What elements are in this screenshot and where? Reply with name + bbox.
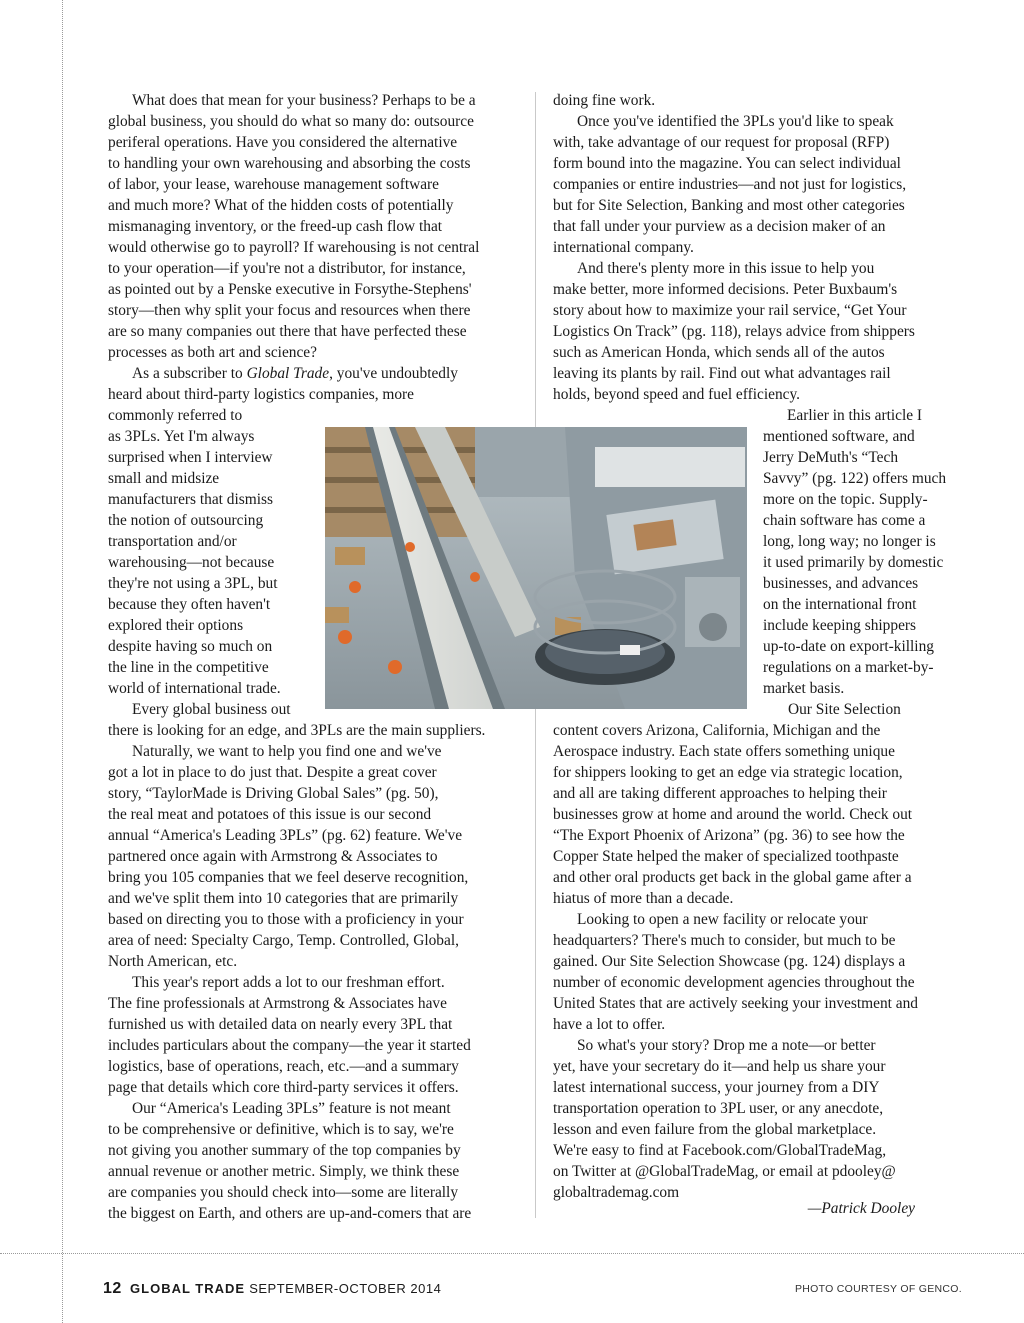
text-line: not giving you another summary of the top companies by: [108, 1142, 461, 1159]
text-line: North American, etc.: [108, 953, 238, 970]
text-line: Our Site Selection: [788, 701, 901, 718]
text-line: international company.: [553, 239, 694, 256]
text-line: story, “TaylorMade is Driving Global Sales” (pg. 50),: [108, 785, 439, 802]
conveyor-illustration: [325, 427, 747, 709]
text-line: yet, have your secretary do it—and help us share your: [553, 1058, 886, 1075]
left-column-wrap: [108, 405, 316, 699]
text-line: surprised when I interview: [108, 449, 273, 466]
text-line: long, long way; no longer is: [763, 533, 936, 550]
text-line: Every global business out: [132, 701, 291, 718]
text-line: area of need: Specialty Cargo, Temp. Controlled, Global,: [108, 932, 459, 949]
text-line: Copper State helped the maker of specialized toothpaste: [553, 848, 899, 865]
text-line: Our “America's Leading 3PLs” feature is not meant: [132, 1100, 451, 1117]
text-line: processes as both art and science?: [108, 344, 317, 361]
text-line: headquarters? There's much to consider, but much to be: [553, 932, 896, 949]
author-signature: —Patrick Dooley: [807, 1200, 915, 1217]
right-column-top: [553, 90, 961, 405]
text-line: mismanaging inventory, or the freed-up cash flow that: [108, 218, 443, 235]
text-line: logistics, base of operations, reach, etc.—and a summary: [108, 1058, 459, 1075]
text-line: gained. Our Site Selection Showcase (pg. 124) displays a: [553, 953, 906, 970]
text-line: as pointed out by a Penske executive in Forsythe-Stephens': [108, 281, 472, 298]
text-line: on Twitter at @GlobalTradeMag, or email at pdooley@: [553, 1163, 896, 1180]
text-line: warehousing—not because: [108, 554, 275, 571]
text-line: businesses grow at home and around the world. Check out: [553, 806, 913, 823]
text-line: holds, beyond speed and fuel efficiency.: [553, 386, 801, 403]
text-line: We're easy to find at Facebook.com/GlobalTradeMag,: [553, 1142, 887, 1159]
text-line: despite having so much on: [108, 638, 273, 655]
text-fragment: As a subscriber to: [132, 365, 243, 382]
text-line: as 3PLs. Yet I'm always: [108, 428, 255, 445]
right-column-bottom: [553, 699, 961, 1203]
text-line: transportation and/or: [108, 533, 237, 550]
text-line: businesses, and advances: [763, 575, 919, 592]
text-line: that fall under your purview as a decision maker of an: [553, 218, 886, 235]
page-footer: [103, 1280, 441, 1298]
text-line: global business, you should do what so many do: outsource: [108, 113, 474, 130]
text-line: explored their options: [108, 617, 244, 634]
text-line: includes particulars about the company—the year it started: [108, 1037, 471, 1054]
text-line: regulations on a market-by-: [763, 659, 934, 676]
warehouse-conveyor-photo: [325, 427, 747, 709]
right-column-wrap: [763, 405, 963, 699]
text-line: Looking to open a new facility or relocate your: [577, 911, 868, 928]
photo-credit: PHOTO COURTESY OF GENCO.: [794, 1283, 962, 1295]
magazine-title: GLOBAL TRADE: [130, 1281, 246, 1296]
text-line: make better, more informed decisions. Peter Buxbaum's: [553, 281, 898, 298]
text-line: it used primarily by domestic: [763, 554, 944, 571]
page-margin-rule: [62, 0, 63, 1323]
left-column-top: [108, 90, 522, 405]
text-line: United States that are actively seeking your investment and: [553, 995, 918, 1012]
text-line: Once you've identified the 3PLs you'd like to speak: [577, 113, 894, 130]
text-line: because they often haven't: [108, 596, 271, 613]
text-line: So what's your story? Drop me a note—or better: [577, 1037, 876, 1054]
text-line: up-to-date on export-killing: [763, 638, 934, 655]
text-line: Aerospace industry. Each state offers something unique: [553, 743, 895, 760]
magazine-name: Global Trade: [246, 365, 330, 382]
text-line: such as American Honda, which sends all of the autos: [553, 344, 885, 361]
text-line: lesson and even failure from the global marketplace.: [553, 1121, 877, 1138]
text-line: mentioned software, and: [763, 428, 915, 445]
text-line: to handling your own warehousing and absorbing the costs: [108, 155, 471, 172]
text-line: and other oral products get back in the global game after a: [553, 869, 912, 886]
text-line: globaltrademag.com: [553, 1184, 680, 1201]
text-line: Savvy” (pg. 122) offers much: [763, 470, 947, 487]
text-line: the notion of outsourcing: [108, 512, 264, 529]
text-line: are companies you should check into—some are literally: [108, 1184, 459, 1201]
text-line: heard about third-party logistics companies, more: [108, 386, 415, 403]
text-line: number of economic development agencies throughout the: [553, 974, 915, 991]
text-line: the biggest on Earth, and others are up-and-comers that are: [108, 1205, 472, 1222]
text-line: Naturally, we want to help you find one and we've: [132, 743, 442, 760]
issue-date: SEPTEMBER-OCTOBER 2014: [249, 1281, 442, 1296]
text-line: based on directing you to those with a proficiency in your: [108, 911, 464, 928]
text-line: [108, 363, 522, 384]
text-line: annual revenue or another metric. Simply, we think these: [108, 1163, 460, 1180]
text-line: to your operation—if you're not a distributor, for instance,: [108, 260, 466, 277]
text-line: they're not using a 3PL, but: [108, 575, 278, 592]
text-line: chain software has come a: [763, 512, 926, 529]
text-line: content covers Arizona, California, Michigan and the: [553, 722, 881, 739]
text-line: story about how to maximize your rail service, “Get Your: [553, 302, 907, 319]
text-line: bring you 105 companies that we feel deserve recognition,: [108, 869, 469, 886]
text-line: Logistics On Track” (pg. 118), relays advice from shippers: [553, 323, 915, 340]
text-line: and all are taking different approaches to helping their: [553, 785, 887, 802]
text-line: Earlier in this article I: [787, 407, 923, 424]
text-line: “The Export Phoenix of Arizona” (pg. 36) to see how the: [553, 827, 905, 844]
text-line: world of international trade.: [108, 680, 281, 697]
text-line: doing fine work.: [553, 92, 656, 109]
footer-rule: [0, 1253, 1024, 1254]
text-line: leaving its plants by rail. Find out what advantages rail: [553, 365, 891, 382]
text-line: commonly referred to: [108, 407, 243, 424]
text-line: small and midsize: [108, 470, 220, 487]
text-line: What does that mean for your business? Perhaps to be a: [132, 92, 476, 109]
text-line: companies or entire industries—and not just for logistics,: [553, 176, 907, 193]
text-line: and much more? What of the hidden costs of potentially: [108, 197, 454, 214]
text-line: of labor, your lease, warehouse management software: [108, 176, 440, 193]
text-line: market basis.: [763, 680, 845, 697]
text-line: story—then why split your focus and resources when there: [108, 302, 471, 319]
text-line: partnered once again with Armstrong & Associates to: [108, 848, 438, 865]
text-line: annual “America's Leading 3PLs” (pg. 62) feature. We've: [108, 827, 463, 844]
text-line: to be comprehensive or definitive, which is to say, we're: [108, 1121, 454, 1138]
text-line: page that details which core third-party services it offers.: [108, 1079, 459, 1096]
text-line: with, take advantage of our request for proposal (RFP): [553, 134, 890, 151]
text-line: on the international front: [763, 596, 917, 613]
text-fragment: , you've undoubtedly: [329, 365, 458, 382]
text-line: This year's report adds a lot to our freshman effort.: [132, 974, 445, 991]
text-line: the line in the competitive: [108, 659, 269, 676]
text-line: periferal operations. Have you considered the alternative: [108, 134, 458, 151]
left-column-bottom: [108, 699, 522, 1224]
text-line: are so many companies out there that have perfected these: [108, 323, 467, 340]
text-line: furnished us with detailed data on nearly every 3PL that: [108, 1016, 453, 1033]
text-line: more on the topic. Supply-: [763, 491, 928, 508]
text-line: The fine professionals at Armstrong & Associates have: [108, 995, 447, 1012]
text-line: hiatus of more than a decade.: [553, 890, 734, 907]
text-line: got a lot in place to do just that. Despite a great cover: [108, 764, 437, 781]
text-line: for shippers looking to get an edge via strategic location,: [553, 764, 903, 781]
text-line: And there's plenty more in this issue to help you: [577, 260, 875, 277]
text-line: latest international success, your journey from a DIY: [553, 1079, 880, 1096]
text-line: but for Site Selection, Banking and most other categories: [553, 197, 905, 214]
text-line: manufacturers that dismiss: [108, 491, 273, 508]
text-line: form bound into the magazine. You can select individual: [553, 155, 901, 172]
text-line: transportation operation to 3PL user, or any anecdote,: [553, 1100, 884, 1117]
text-line: include keeping shippers: [763, 617, 917, 634]
text-line: there is looking for an edge, and 3PLs are the main suppliers.: [108, 722, 486, 739]
text-line: and we've split them into 10 categories that are primarily: [108, 890, 459, 907]
page-number: 12: [103, 1280, 122, 1297]
text-line: have a lot to offer.: [553, 1016, 666, 1033]
text-line: the real meat and potatoes of this issue is our second: [108, 806, 432, 823]
text-line: would otherwise go to payroll? If warehousing is not central: [108, 239, 480, 256]
text-line: Jerry DeMuth's “Tech: [763, 449, 899, 466]
